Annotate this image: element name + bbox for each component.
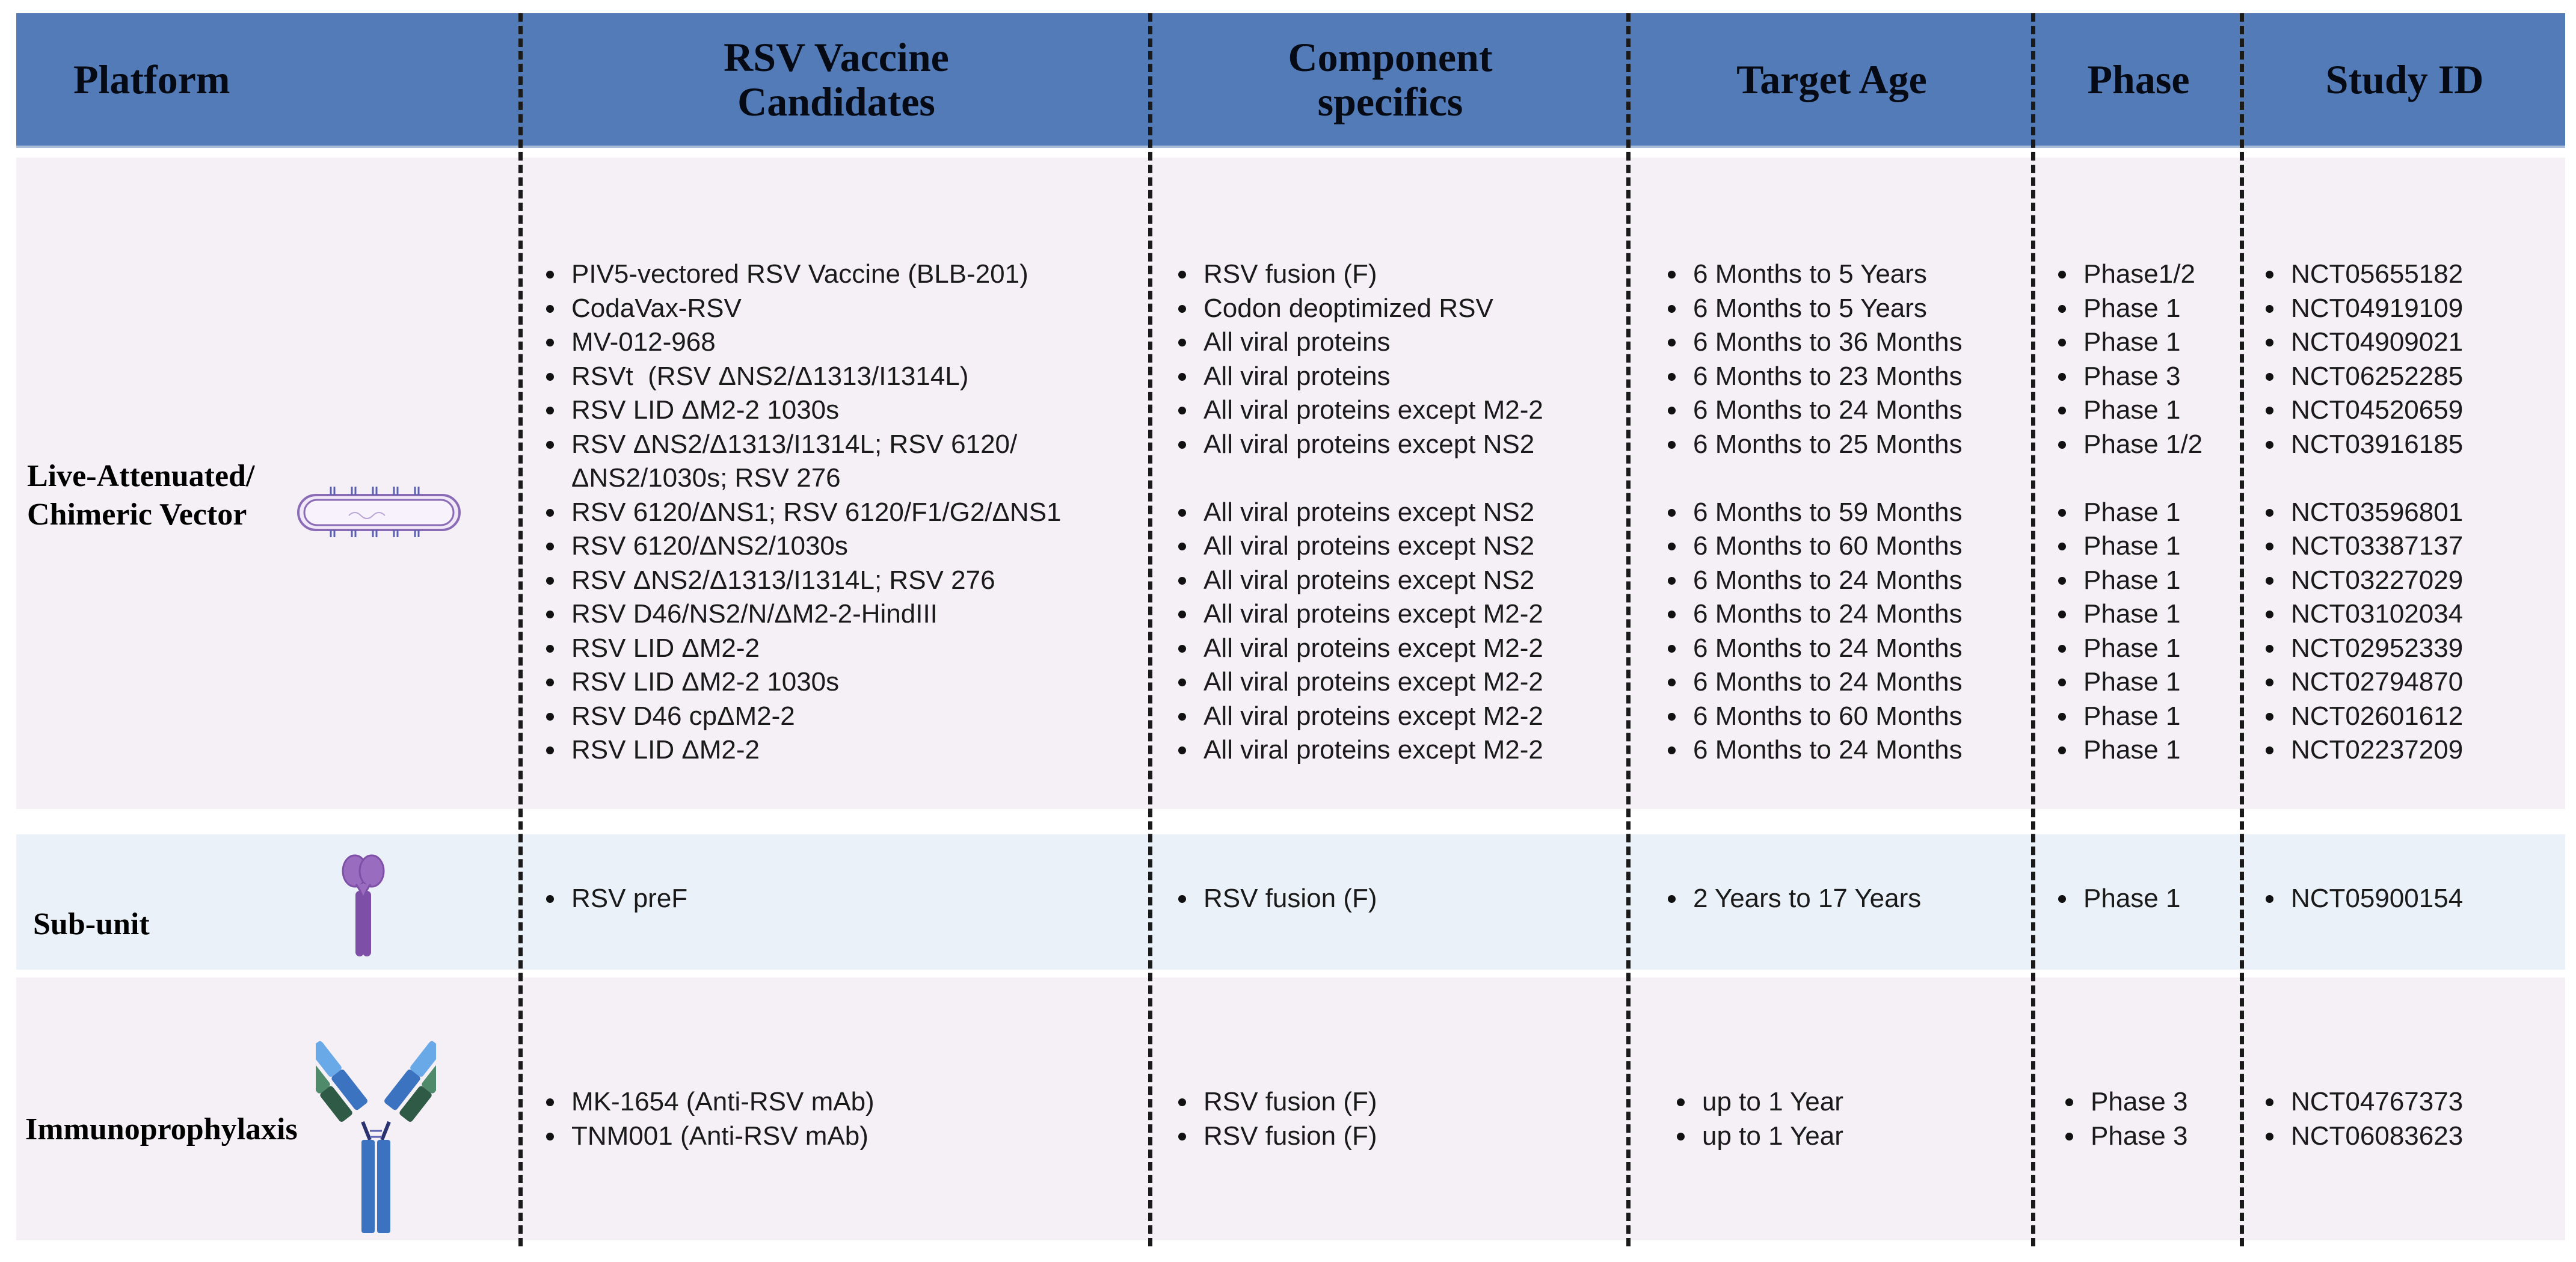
candidates-list xyxy=(545,257,1062,768)
table-header xyxy=(16,13,2565,148)
component-list xyxy=(1177,882,1377,916)
component-item: RSV fusion (F) xyxy=(1177,257,1543,292)
platform-subunit: Sub-unit xyxy=(33,907,150,941)
study-id-item: NCT02952339 xyxy=(2264,632,2463,666)
study-id-item: NCT05655182 xyxy=(2264,257,2463,292)
study-id-item: NCT04919109 xyxy=(2264,292,2463,326)
protein-subunit-icon xyxy=(342,853,385,956)
study-id-item: NCT03596801 xyxy=(2264,496,2463,530)
phase-item: Phase 1 xyxy=(2057,665,2203,700)
phase-item: Phase 3 xyxy=(2064,1119,2187,1154)
candidate-item: PIV5-vectored RSV Vaccine (BLB-201) xyxy=(545,257,1062,292)
phase-list xyxy=(2057,257,2203,768)
candidate-item: RSV LID ΔM2-2 xyxy=(545,733,1062,768)
column-divider xyxy=(518,13,523,1246)
column-divider xyxy=(1148,13,1152,1246)
column-divider xyxy=(2031,13,2035,1246)
target-age-item: 6 Months to 25 Months xyxy=(1667,428,1963,462)
target-age-item: 6 Months to 24 Months xyxy=(1667,665,1963,700)
candidate-item: MV-012-968 xyxy=(545,325,1062,360)
target-age-item: 6 Months to 23 Months xyxy=(1667,360,1963,394)
candidate-item: RSV D46/NS2/N/ΔM2-2-HindIII xyxy=(545,597,1062,632)
candidate-item: RSV ΔNS2/Δ1313/I1314L; RSV 276 xyxy=(545,564,1062,598)
component-list xyxy=(1177,257,1543,768)
component-item: All viral proteins except NS2 xyxy=(1177,529,1543,564)
phase-list xyxy=(2057,882,2180,916)
candidate-item: RSV 6120/ΔNS2/1030s xyxy=(545,529,1062,564)
phase-item: Phase 1 xyxy=(2057,632,2203,666)
target-age-item: up to 1 Year xyxy=(1676,1085,1843,1119)
component-item: RSV fusion (F) xyxy=(1177,1085,1377,1119)
target-age-item: 6 Months to 24 Months xyxy=(1667,733,1963,768)
virus-vector-icon xyxy=(295,484,463,538)
component-item: All viral proteins except M2-2 xyxy=(1177,700,1543,734)
component-item: All viral proteins except NS2 xyxy=(1177,564,1543,598)
phase-item: Phase 1 xyxy=(2057,564,2203,598)
column-divider xyxy=(1626,13,1631,1246)
phase-item: Phase 1 xyxy=(2057,529,2203,564)
study-id-item: NCT02794870 xyxy=(2264,665,2463,700)
phase-item: Phase 1 xyxy=(2057,882,2180,916)
header-candidates: RSV Vaccine Candidates xyxy=(724,34,949,125)
study-id-list xyxy=(2264,257,2463,768)
phase-item: Phase 1/2 xyxy=(2057,428,2203,462)
component-item: All viral proteins except M2-2 xyxy=(1177,733,1543,768)
target-age-item: up to 1 Year xyxy=(1676,1119,1843,1154)
target-age-list xyxy=(1667,257,1963,768)
study-id-item: NCT04767373 xyxy=(2264,1085,2463,1119)
target-age-item: 6 Months to 5 Years xyxy=(1667,292,1963,326)
candidate-item: TNM001 (Anti-RSV mAb) xyxy=(545,1119,875,1154)
phase-item: Phase 1 xyxy=(2057,325,2203,360)
target-age-item: 6 Months to 24 Months xyxy=(1667,564,1963,598)
candidate-item: RSV LID ΔM2-2 1030s xyxy=(545,393,1062,428)
component-item: All viral proteins except M2-2 xyxy=(1177,393,1543,428)
study-id-item: NCT03916185 xyxy=(2264,428,2463,462)
component-item: All viral proteins except M2-2 xyxy=(1177,665,1543,700)
candidate-item: RSVt (RSV ΔNS2/Δ1313/I1314L) xyxy=(545,360,1062,394)
target-age-list xyxy=(1676,1085,1843,1153)
header-component: Component specifics xyxy=(1288,34,1493,125)
phase-item: Phase1/2 xyxy=(2057,257,2203,292)
platform-immunoprophylaxis: Immunoprophylaxis xyxy=(25,1112,298,1147)
component-item: All viral proteins except NS2 xyxy=(1177,428,1543,462)
study-id-item: NCT04520659 xyxy=(2264,393,2463,428)
header-platform: Platform xyxy=(73,57,230,102)
component-item: RSV fusion (F) xyxy=(1177,882,1377,916)
component-item: All viral proteins except M2-2 xyxy=(1177,632,1543,666)
candidate-item: RSV ΔNS2/Δ1313/I1314L; RSV 6120/ ΔNS2/1030s; RSV 276 xyxy=(545,428,1062,496)
component-item: Codon deoptimized RSV xyxy=(1177,292,1543,326)
component-item: All viral proteins except NS2 xyxy=(1177,496,1543,530)
header-target-age: Target Age xyxy=(1736,57,1927,102)
header-phase: Phase xyxy=(2087,57,2190,102)
component-item: All viral proteins except M2-2 xyxy=(1177,597,1543,632)
candidate-item: RSV preF xyxy=(545,882,687,916)
candidates-list xyxy=(545,1085,875,1153)
target-age-item: 6 Months to 24 Months xyxy=(1667,393,1963,428)
antibody-icon xyxy=(316,1032,436,1236)
study-id-item: NCT02601612 xyxy=(2264,700,2463,734)
study-id-item: NCT02237209 xyxy=(2264,733,2463,768)
phase-item: Phase 1 xyxy=(2057,733,2203,768)
phase-item: Phase 1 xyxy=(2057,292,2203,326)
candidate-item: CodaVax-RSV xyxy=(545,292,1062,326)
target-age-item: 6 Months to 5 Years xyxy=(1667,257,1963,292)
study-id-item: NCT03387137 xyxy=(2264,529,2463,564)
candidate-item: MK-1654 (Anti-RSV mAb) xyxy=(545,1085,875,1119)
phase-item: Phase 1 xyxy=(2057,597,2203,632)
study-id-item: NCT04909021 xyxy=(2264,325,2463,360)
component-list xyxy=(1177,1085,1377,1153)
study-id-item: NCT05900154 xyxy=(2264,882,2463,916)
header-study-id: Study ID xyxy=(2325,57,2484,102)
component-item: All viral proteins xyxy=(1177,325,1543,360)
study-id-list xyxy=(2264,1085,2463,1153)
phase-item: Phase 1 xyxy=(2057,700,2203,734)
study-id-item: NCT06083623 xyxy=(2264,1119,2463,1154)
phase-item: Phase 3 xyxy=(2057,360,2203,394)
phase-item: Phase 1 xyxy=(2057,393,2203,428)
component-item: RSV fusion (F) xyxy=(1177,1119,1377,1154)
phase-item: Phase 3 xyxy=(2064,1085,2187,1119)
target-age-item: 2 Years to 17 Years xyxy=(1667,882,1921,916)
platform-live-attenuated: Live-Attenuated/ Chimeric Vector xyxy=(27,459,255,532)
candidates-list xyxy=(545,882,687,916)
target-age-item: 6 Months to 59 Months xyxy=(1667,496,1963,530)
target-age-item: 6 Months to 36 Months xyxy=(1667,325,1963,360)
study-id-item: NCT06252285 xyxy=(2264,360,2463,394)
column-divider xyxy=(2240,13,2244,1246)
target-age-item: 6 Months to 60 Months xyxy=(1667,529,1963,564)
candidate-item: RSV D46 cpΔM2-2 xyxy=(545,700,1062,734)
study-id-item: NCT03102034 xyxy=(2264,597,2463,632)
study-id-list xyxy=(2264,882,2463,916)
candidate-item: RSV LID ΔM2-2 1030s xyxy=(545,665,1062,700)
target-age-item: 6 Months to 24 Months xyxy=(1667,632,1963,666)
phase-list xyxy=(2064,1085,2187,1153)
target-age-item: 6 Months to 60 Months xyxy=(1667,700,1963,734)
component-item: All viral proteins xyxy=(1177,360,1543,394)
candidate-item: RSV LID ΔM2-2 xyxy=(545,632,1062,666)
candidate-item: RSV 6120/ΔNS1; RSV 6120/F1/G2/ΔNS1 xyxy=(545,496,1062,530)
study-id-item: NCT03227029 xyxy=(2264,564,2463,598)
phase-item: Phase 1 xyxy=(2057,496,2203,530)
target-age-item: 6 Months to 24 Months xyxy=(1667,597,1963,632)
target-age-list xyxy=(1667,882,1921,916)
